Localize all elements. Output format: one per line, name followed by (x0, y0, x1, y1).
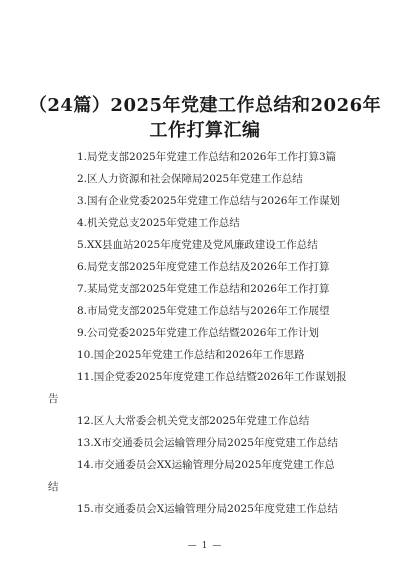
toc-item-8[interactable]: 8.市局党支部2025年党建工作总结与2026年工作展望 (77, 305, 330, 317)
toc-item-14-continuation[interactable]: 结 (48, 481, 59, 493)
toc-item-11-continuation[interactable]: 告 (48, 393, 59, 405)
document-title-line-2: 工作打算汇编 (149, 120, 261, 141)
document-title-line-1: （24篇）2025年党建工作总结和2026年 (28, 95, 382, 116)
toc-item-6[interactable]: 6.局党支部2025年度党建工作总结及2026年工作打算 (77, 261, 330, 273)
toc-item-2[interactable]: 2.区人力资源和社会保障局2025年党建工作总结 (77, 173, 303, 185)
page-number: — 1 — (187, 541, 223, 551)
toc-item-4[interactable]: 4.机关党总支2025年党建工作总结 (77, 217, 240, 229)
toc-item-10[interactable]: 10.国企2025年党建工作总结和2026年工作思路 (77, 349, 305, 361)
toc-item-11[interactable]: 11.国企党委2025年度党建工作总结暨2026年工作谋划报 (77, 371, 347, 383)
toc-item-15[interactable]: 15.市交通委员会X运输管理分局2025年度党建工作总结 (77, 503, 338, 515)
toc-item-1[interactable]: 1.局党支部2025年党建工作总结和2026年工作打算3篇 (77, 151, 337, 163)
toc-item-3[interactable]: 3.国有企业党委2025年党建工作总结与2026年工作谋划 (77, 195, 340, 207)
toc-item-5[interactable]: 5.XX县血站2025年度党建及党风廉政建设工作总结 (77, 239, 318, 251)
toc-item-12[interactable]: 12.区人大常委会机关党支部2025年党建工作总结 (77, 415, 310, 427)
toc-item-7[interactable]: 7.某局党支部2025年党建工作总结和2026年工作打算 (77, 283, 330, 295)
toc-item-9[interactable]: 9.公司党委2025年党建工作总结暨2026年工作计划 (77, 327, 319, 339)
toc-item-14[interactable]: 14.市交通委员会XX运输管理分局2025年度党建工作总 (77, 459, 335, 471)
toc-item-13[interactable]: 13.X市交通委员会运输管理分局2025年度党建工作总结 (77, 437, 338, 449)
